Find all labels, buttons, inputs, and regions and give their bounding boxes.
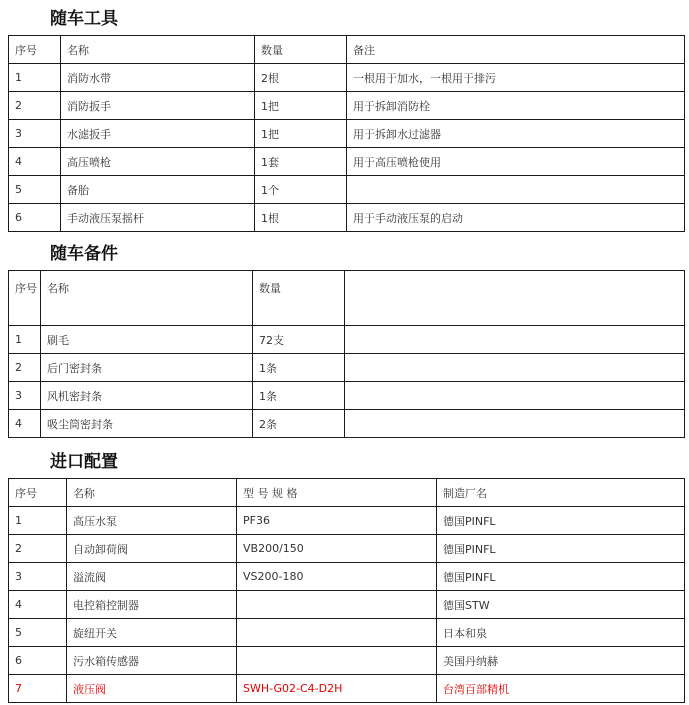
- table-cell: 台湾百部精机: [437, 675, 685, 703]
- table-cell: 德国STW: [437, 591, 685, 619]
- table-cell: 高压水泵: [67, 507, 237, 535]
- header-cell: 序号: [9, 479, 67, 507]
- table-cell: 2: [9, 535, 67, 563]
- table-cell: 1条: [253, 382, 345, 410]
- table-cell: 液压阀: [67, 675, 237, 703]
- table-row: [9, 535, 685, 563]
- table-cell: [345, 326, 685, 354]
- header-cell: 名称: [67, 479, 237, 507]
- table-row: [9, 619, 685, 647]
- table-cell: 溢流阀: [67, 563, 237, 591]
- table-cell: 旋纽开关: [67, 619, 237, 647]
- table-row: [9, 148, 685, 176]
- table-row: [9, 382, 685, 410]
- table-cell: 刷毛: [41, 326, 253, 354]
- header-cell: 型 号 规 格: [237, 479, 437, 507]
- table-cell: 72支: [253, 326, 345, 354]
- table-header-row: [9, 479, 685, 507]
- table-cell: [237, 619, 437, 647]
- table-row-highlighted: [9, 675, 685, 703]
- header-cell: 数量: [255, 36, 347, 64]
- table-row: [9, 92, 685, 120]
- header-cell: 制造厂名: [437, 479, 685, 507]
- section-title-tools: 随车工具: [50, 9, 118, 29]
- table-row: [9, 507, 685, 535]
- table-cell: 用于拆卸消防栓: [347, 92, 685, 120]
- table-cell: 高压喷枪: [61, 148, 255, 176]
- table-cell: 1根: [255, 204, 347, 232]
- table-cell: 6: [9, 204, 61, 232]
- header-cell: [345, 271, 685, 326]
- table-cell: [345, 354, 685, 382]
- table-cell: 消防扳手: [61, 92, 255, 120]
- table-cell: 污水箱传感器: [67, 647, 237, 675]
- table-cell: [237, 647, 437, 675]
- table-cell: 水滤扳手: [61, 120, 255, 148]
- table-cell: VB200/150: [237, 535, 437, 563]
- table-cell: 1把: [255, 92, 347, 120]
- table-cell: 3: [9, 120, 61, 148]
- table-cell: 7: [9, 675, 67, 703]
- table-row: [9, 591, 685, 619]
- header-cell: 备注: [347, 36, 685, 64]
- section-title-imports: 进口配置: [50, 452, 118, 472]
- table-cell: SWH-G02-C4-D2H: [237, 675, 437, 703]
- section-title-spares: 随车备件: [50, 244, 118, 264]
- table-row: [9, 326, 685, 354]
- table-cell: 2根: [255, 64, 347, 92]
- table-cell: 2条: [253, 410, 345, 438]
- table-cell: [345, 382, 685, 410]
- table-cell: 5: [9, 176, 61, 204]
- table-cell: 4: [9, 148, 61, 176]
- table-cell: 德国PINFL: [437, 563, 685, 591]
- table-cell: 1套: [255, 148, 347, 176]
- table-cell: 1个: [255, 176, 347, 204]
- table-header-row: [9, 36, 685, 64]
- table-cell: VS200-180: [237, 563, 437, 591]
- table-cell: 一根用于加水，一根用于排污: [347, 64, 685, 92]
- table-cell: 1: [9, 64, 61, 92]
- table-cell: 1条: [253, 354, 345, 382]
- table-cell: 用于高压喷枪使用: [347, 148, 685, 176]
- table-cell: 2: [9, 354, 41, 382]
- table-cell: 2: [9, 92, 61, 120]
- table-cell: 自动卸荷阀: [67, 535, 237, 563]
- table-cell: 1把: [255, 120, 347, 148]
- table-cell: 备胎: [61, 176, 255, 204]
- table-cell: PF36: [237, 507, 437, 535]
- header-cell: 名称: [41, 271, 253, 326]
- table-cell: [345, 410, 685, 438]
- header-cell: 序号: [9, 271, 41, 326]
- table-header-row: [9, 271, 685, 326]
- table-cell: 1: [9, 326, 41, 354]
- table-cell: 用于手动液压泵的启动: [347, 204, 685, 232]
- table-cell: 风机密封条: [41, 382, 253, 410]
- table-row: [9, 120, 685, 148]
- header-cell: 序号: [9, 36, 61, 64]
- table-cell: 美国丹纳赫: [437, 647, 685, 675]
- table-cell: 电控箱控制器: [67, 591, 237, 619]
- table-cell: [347, 176, 685, 204]
- table-cell: 4: [9, 591, 67, 619]
- table-cell: 消防水带: [61, 64, 255, 92]
- table-cell: 后门密封条: [41, 354, 253, 382]
- table-row: [9, 64, 685, 92]
- table-cell: 1: [9, 507, 67, 535]
- header-cell: 名称: [61, 36, 255, 64]
- table-row: [9, 354, 685, 382]
- table-cell: 4: [9, 410, 41, 438]
- table-cell: 吸尘筒密封条: [41, 410, 253, 438]
- table-cell: [237, 591, 437, 619]
- table-row: [9, 176, 685, 204]
- table-row: [9, 410, 685, 438]
- table-cell: 日本和泉: [437, 619, 685, 647]
- header-cell: 数量: [253, 271, 345, 326]
- table-cell: 5: [9, 619, 67, 647]
- table-cell: 6: [9, 647, 67, 675]
- spares-table: [8, 270, 685, 438]
- imports-table: [8, 478, 685, 703]
- tools-table: [8, 35, 685, 232]
- table-cell: 3: [9, 563, 67, 591]
- table-cell: 3: [9, 382, 41, 410]
- table-row: [9, 647, 685, 675]
- table-row: [9, 204, 685, 232]
- table-cell: 手动液压泵摇杆: [61, 204, 255, 232]
- table-row: [9, 563, 685, 591]
- table-cell: 德国PINFL: [437, 535, 685, 563]
- table-cell: 德国PINFL: [437, 507, 685, 535]
- table-cell: 用于拆卸水过滤器: [347, 120, 685, 148]
